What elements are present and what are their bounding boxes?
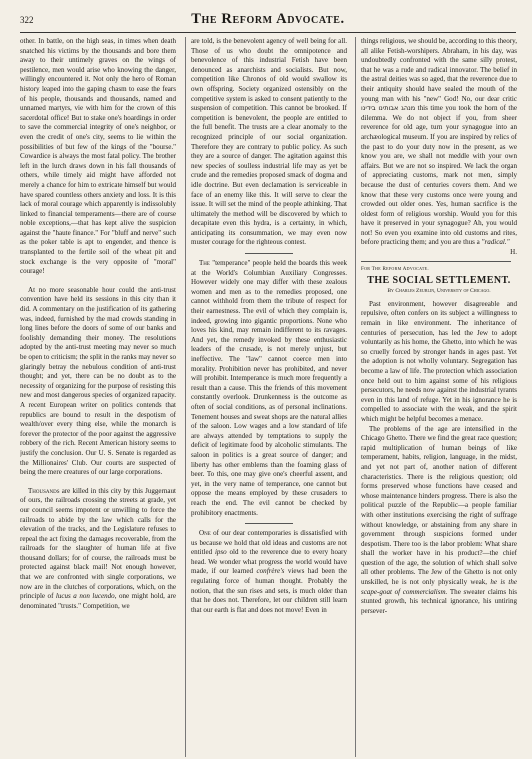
header-rule bbox=[20, 32, 516, 33]
column-left bbox=[20, 37, 176, 757]
lead-word: One bbox=[199, 529, 211, 538]
page-number: 322 bbox=[20, 15, 34, 25]
paragraph-environment: Past environment, however disagreeable and repulsive, often confers on its subject a willingness to remain in like environment. The inheritance of centuries of persecution, has led the Jew to adopt voluntarily as his home, the Ghetto, into which he was so cruelly forced by stronger hands in ages past. Yet the adoption is not wholly voluntary. Segregation has become a law of life. The protection which association once held out to him against some of his religious persecutors, he needs now against the industrial tyrants even in this land of refuge. Yet in his ignorance he is compelled to associate with the weak, and the spirit which might be helpful becomes a menace. bbox=[361, 299, 517, 423]
paragraph-fetish-worship bbox=[361, 37, 517, 248]
paragraph-anti-trust: At no more seasonable hour could the anti-trust convention have held its sessions in this city than it did. A commentary on the justification of its gathering was, indeed, furnished by the mad crowds standing in long lines before the doors of some of our banks and foolishly demanding their money. The resolutions adopted by the anti-trust meeting may never so much be open to criticism; the split in the ranks may never so glaringly betray the nebulous condition of anti-trust thought; and yet, there can be no doubt as to the necessity of organizing for the purpose of resisting this new and most dangerous species of organized rapacity. A recent European writer on politics contends that republics are bound to result in the despotism of wealth/over every thing else, while the monarch is forever the protector of the poor against the aggressive robbery of the rich. Recent American history seems to justify the conclusion. Our U. S. Senate is regarded as the Millionaires' Club. Our courts are suspected of being the mere creatures of our large corporations. bbox=[20, 285, 176, 477]
column-divider bbox=[185, 37, 186, 757]
column-divider bbox=[355, 37, 356, 757]
masthead-title: The Reform Advocate. bbox=[191, 11, 345, 27]
article-title: THE SOCIAL SETTLEMENT. bbox=[367, 275, 511, 287]
paragraph-text: The problems of the age are intensified in the Chicago Ghetto. There we find the great race question; rapid multiplication of human beings of like temperament, habits, religion, language, in the midst, and yet not part of, another nation of different characteristics. There is the religious question; old forms preserved whose functions have ceased and whose maintenance hinders progress. There is also the political puzzle of the Republic—a people familiar with other institutions exercising the right of suffrage without knowledge, or abstaining from any share in government through suspicions formed under despotism. There too is the labor problem: What share shall the worker have in his product?—the chief question of the age, the solution of which shall solve all other problems. The Jew of the Ghetto is not only unskilled, he is not only physically weak, bbox=[361, 424, 517, 587]
paragraph-text: things religious, we should be, according to this theory, all alike Fetish-worshipers. Abraham, in his day, was undoubtedly confronted with the same silly protest, that he was a rude and radical innovator. The belief in the astral deities was so aged, that the reverence due to their antiquity should have sealed the mouth of the young man with his "new" God! No, our dear critic bbox=[361, 37, 517, 103]
section-rule bbox=[245, 253, 293, 254]
section-rule bbox=[361, 261, 511, 262]
lead-word: The bbox=[199, 259, 210, 268]
column-middle bbox=[191, 37, 347, 757]
paragraph-railroads bbox=[20, 487, 176, 612]
paragraph-competition: are told, is the benevolent agency of well being for all. Those of us who doubt the omnipotence and benevolence of this industrial Fetish have been denounced as anarchists and socialists. But now, competition like Chronos of old would swallow its own offspring. Society organized ostensibly on the competitive system is asked to consent patiently to the suspension of competition. This cannot be brooked. If competition is benevolent, the people are entitled to the full benefit. The trusts are a clear anomaly to the recognized principle of our social organization. Therefore they are contrary to public policy. As such they are a source of danger. The agitation against this new species of soulless industrial life may as yet be crude and the remedies proposed smack of dogma and idle doctrine. But even declamation is serviceable in face of an enemy like this. It will serve to clear the issue. It will set the mind of the people athinking. That ultimately the method will be discovered by which to decapitate even this hydra, is a certainty, in which, anticipating its consummation, we may even now muster courage for the righteous contest. bbox=[191, 37, 347, 247]
paragraph-text: "temperance" people held the boards this week at the World's Columbian Auxiliary Congresses. However widely one may differ with these zealous women and men as to the remedies proposed, one cannot withhold from them the tribute of respect for their earnestness. The evil of which they complain is, indeed, growing into gigantic proportions. None who loves his kind, may remain indifferent to its ravages. And yet, the remedy invoked by these enthusiastic leaders of the crusade, is not merely unjust, but ineffective. The "law" cannot coerce men into morality. Prohibition never has prohibited, and never will prohibit. Intemperance is much more frequently a result than a cause. This the friends of this movement constantly overlook. Drunkenness is the outcome as often of social conditions, as of personal inclinations. Tenement houses and sweat shops are the natural allies of the saloon. Low wages and a low standard of life are always attended by temptations to supply the deficit of legitimate food by alcoholic stimulants. The saloon in politics is a great source of danger; and liberty has other emblems than the foaming glass of beer. To this, one may give one's cheerful assent, and yet, in the very name of temperance, one cannot but oppose the means employed by these crusaders to reach the end. The evil cannot be checked by prohibitory enactments. bbox=[191, 259, 347, 517]
paragraph-text: The sweater claims his stunted growth, his technical ignorance, his untiring persever- bbox=[361, 587, 517, 615]
paragraph-moral-courage: other. In battle, on the high seas, in times when death snatched his victims by the thousands and bore them away to their untimely graves on the wings of pestilence, men would arise who knowing the danger, willingly encountered it. Not only the hero of Roman history leaped into the gaping chasm to ease the fears of his people, thousands and thousands, named and unnamed martyrs, vie with him for the crown of this sacerdotal office! But to stake one's hoardings in order to save the commercial integrity of one's neighbor, or even the credit of one's city, seems to lie within the possibilities of but few of the kings of the "bourse." Cowardice is always the most fatal policy. The brother left in the lurch draws down in his fall thousands of others, while timely aid might have afforded not merely a chance for him to extricate himself but would have spared countless others anxiety and loss. It is this lack of moral courage which apparently is indissolubly linked to financial temperaments—there are of course noble exceptions,—that has kept alive the suspicion against the "haute finance." For "bluff and nerve" such as the poker table is apt to engender, and thence is transplanted to the fertile soil of the wheat pit and stock exchange is the very opposite of "moral" courage! bbox=[20, 37, 176, 276]
paragraph-gap bbox=[20, 478, 176, 487]
latin-phrase: lucus a non lucendo bbox=[55, 592, 115, 601]
paragraph-gap bbox=[20, 277, 176, 286]
paragraph-old-customs bbox=[191, 529, 347, 615]
hebrew-phrase: מנהג אבותינו בידינו bbox=[361, 104, 416, 113]
paragraph-text: are killed in this city by this Juggernaut of ours, the railroads crossing the streets at grade, yet our council seems impotent or unwilling to force the railroads to abide by the law which calls for the elevation of the tracks, and the Legislature refuses to repeal the act fixing the damages recoverable, from the railroads for the slaughter of human life at five thousand dollars; for of course, the railroads must be protected against black mail! Not enough however, that we are confronted with single corporations, we now are in the clutches of corporations, which, on the principle of bbox=[20, 486, 176, 601]
paragraph-text: , one might hold, are denominated "trusts." Competition, we bbox=[20, 592, 176, 610]
paragraph-ghetto-problems bbox=[361, 425, 517, 617]
italic-word: confrère's bbox=[256, 567, 285, 576]
italic-word: ipso bbox=[214, 548, 227, 557]
paragraph-temperance bbox=[191, 259, 347, 518]
italic-word: "radical." bbox=[481, 238, 510, 247]
paragraph-text: of our dear contemporaries is dissatisfied with us because we hold that old ideas and customs are not entitled bbox=[191, 529, 347, 557]
section-rule bbox=[245, 523, 293, 524]
byline: By Charles Zeublin, University of Chicago. bbox=[387, 287, 491, 294]
for-line: For The Reform Advocate. bbox=[361, 266, 429, 272]
paragraph-text: old to the reverence due to every hoary head. We wonder what progress the world would have made, if our learned bbox=[191, 548, 347, 576]
paragraph-text: views had been the regulating force of human thought. Probably the notion, that the sun rises and sets, is much older than that he does not. Therefore, let our children still learn that our earth is flat and does not move! Even in bbox=[191, 567, 347, 614]
paragraph-text: this time you took the horn of the dilemma. We do not object if you, from sheer reverence for old age, turn your synagogue into an archæological museum. If you are inspired by relics of the past to do your duty now in the present, as we know you are, we shall not meddle with your own affairs. But we are not so inspired. We lack the organ of appreciating customs, mark not men, simply because the dust of centuries covers them. And we know that these very customs once were young and crowded out older ones. Yes, human sacrifice is the oldest form of religious worship. Would you for this have it preserved in your synagogue? Ah, you would not! So even you examine into old customs and rites, before practicing them; and you are thus a bbox=[361, 104, 517, 247]
lead-word: Thousands bbox=[28, 486, 60, 495]
column-right bbox=[361, 37, 517, 757]
signature-initial: H. bbox=[510, 248, 517, 257]
italic-phrase: he is the scape-goat of commercialism. bbox=[361, 578, 517, 596]
page-header bbox=[20, 11, 516, 31]
